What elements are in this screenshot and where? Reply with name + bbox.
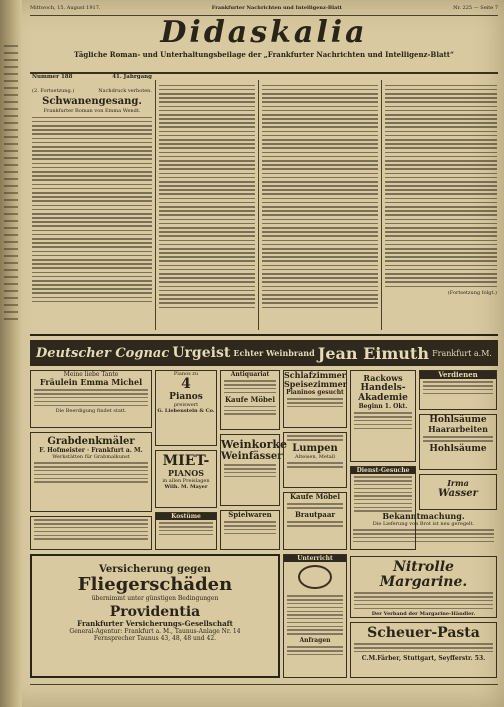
ad-grabdenkmaeler <box>30 432 152 512</box>
column-2 <box>159 82 255 327</box>
ad-hohlsaum-w1: Hohlsäume <box>429 415 487 425</box>
ad-miet-pianos <box>155 450 217 508</box>
bottom-rule <box>30 684 498 685</box>
banner-city: Frankfurt a.M. <box>432 348 492 358</box>
ad-irma-wasser <box>419 474 497 510</box>
column-1 <box>32 82 152 327</box>
ad-grab-body: Werkstätten für Grabmalkunst <box>52 454 130 460</box>
ad-fliegerschaeden <box>30 554 280 678</box>
ad-margarine-verband: Der Verband der Margarine-Händler. <box>371 611 476 618</box>
ad-anfrage-head: Anfragen <box>299 636 331 644</box>
column-4 <box>385 82 497 327</box>
ad-rackows-w3: Akademie <box>358 393 408 403</box>
ad-flieger-addr: General-Agentur: Frankfurt a. M., Taunus-Anlage Nr. 14 <box>69 628 241 635</box>
ad-rackows <box>350 370 416 462</box>
ad-antiquariat <box>220 370 280 430</box>
ad-irma-w2: Wasser <box>438 488 478 499</box>
ad-spielwaren <box>220 510 280 550</box>
ad-weinkorke <box>220 434 288 506</box>
ad-miet-sub: in allen Preislagen <box>162 478 210 484</box>
ad-unterricht-head: Unterricht <box>284 555 346 562</box>
story-dept-right: Nachdruck verboten. <box>98 88 152 94</box>
ad-pianos-word: Pianos <box>169 392 203 402</box>
ad-small-notice <box>30 516 152 550</box>
banner-eimuth: Jean Eimuth <box>317 343 429 363</box>
ad-kaufe-head: Kaufe Möbel <box>289 492 341 501</box>
ad-bekannt-head: Bekanntmachung. <box>382 511 465 521</box>
ad-bekannt-body: Die Lieferung von Brot ist neu geregelt. <box>372 521 475 527</box>
ad-bekanntmachung <box>350 512 497 552</box>
ad-rackows-w2: Handels- <box>360 383 406 393</box>
ad-hohlsaum-w3: Hohlsäume <box>429 443 487 454</box>
ad-miet-word2: PIANOS <box>167 468 205 478</box>
cognac-banner-ad <box>30 340 498 366</box>
banner-cognac: Deutscher Cognac <box>36 345 170 361</box>
ad-michel-head: Meine liebe Tante <box>63 371 119 378</box>
ad-michel-body: Die Beerdigung findet statt. <box>55 408 127 415</box>
column-3-text <box>262 85 378 309</box>
story-title: Schwanengesang. <box>42 96 142 107</box>
banner-weinbrand: Echter Weinbrand <box>233 348 315 358</box>
ad-kaufe-brautpaar <box>283 492 347 550</box>
ad-schlafzimmer <box>283 370 347 428</box>
ad-flieger-firm: Providentia <box>109 604 201 620</box>
column-rule <box>258 80 259 330</box>
ad-mobel-head: Kaufe Möbel <box>224 394 276 404</box>
ad-hohlsaum-w2: Haararbeiten <box>428 424 488 434</box>
column-1-text <box>32 117 152 303</box>
ad-grab-head: Grabdenkmäler <box>47 436 135 447</box>
ad-flieger-phone: Fernsprecher Taunus 43, 48, 48 und 42. <box>93 635 217 642</box>
ad-grab-firm: F. Hofmeister · Frankfurt a. M. <box>39 447 143 454</box>
ad-pasta-head: Scheuer-Pasta <box>367 625 480 641</box>
ad-lumpen <box>283 432 347 488</box>
ad-spielwaren-head: Spielwaren <box>228 510 272 519</box>
ad-pianos-num: 4 <box>181 376 191 392</box>
ad-michel-name: Fräulein Emma Michel <box>39 377 143 387</box>
masthead-title: Didaskalia <box>160 15 368 50</box>
ad-schlaf-w1: Schlafzimmer <box>284 370 346 380</box>
column-rule <box>155 80 156 330</box>
ad-flieger-title: Fliegerschäden <box>77 574 233 595</box>
ad-margarine-head: Nitrolle Margarine. <box>379 559 468 590</box>
column-3 <box>262 82 378 327</box>
ad-pianos-head: Pianos zu <box>173 371 199 377</box>
issue-year: 41. Jahrgang <box>112 74 152 80</box>
ad-miet-word: MIET- <box>162 453 210 469</box>
ad-unterricht <box>283 554 347 678</box>
ad-kostueme <box>155 512 217 550</box>
column-2-text <box>159 85 255 309</box>
ad-flieger-firm2: Frankfurter Versicherungs-Gesellschaft <box>77 619 233 628</box>
ad-michel <box>30 370 152 428</box>
ad-miet-firm: Wilh. M. Mayer <box>164 484 208 490</box>
issue-number: Nummer 188 <box>32 74 73 80</box>
ad-scheuer-pasta <box>350 622 497 678</box>
running-head-page: Nr. 225 — Seite 7 <box>453 5 498 11</box>
running-head-paper: Frankfurter Nachrichten und Intelligenz-Blatt <box>211 5 342 11</box>
ad-schlaf-w3: Pianinos gesucht <box>286 389 344 396</box>
ad-lumpen-w2: Alteisen, Metall <box>295 453 335 460</box>
ad-lumpen-w1: Lumpen <box>292 442 338 454</box>
wreath-icon <box>298 565 332 589</box>
ad-antiquar-head: Antiquariat <box>230 371 270 378</box>
banner-urgeist: Urgeist <box>172 345 231 361</box>
story-byline: Frankfurter Roman von Emma Wendt. <box>43 108 141 114</box>
ad-flieger-head: Versicherung gegen <box>99 564 211 575</box>
issue-line <box>32 74 152 80</box>
ad-weinkorke-w2: Weinfässer <box>221 451 283 462</box>
ad-verdienen <box>419 370 497 410</box>
ad-flieger-sub: übernimmt unter günstigen Bedingungen <box>91 595 219 602</box>
ad-kostuem-head: Kostüme <box>156 513 216 520</box>
ad-pianos-sub: preiswert <box>173 402 199 408</box>
column-rule <box>381 80 382 330</box>
ad-pianos <box>155 370 217 446</box>
ad-dienst-head: Dienst-Gesuche <box>351 467 415 474</box>
ad-pasta-firm: C.M.Färber, Stuttgart, Seyfferstr. 53. <box>361 654 486 662</box>
ad-weinkorke-w1: Weinkorke <box>221 438 288 451</box>
ad-irma-w1: Irma <box>447 478 469 488</box>
masthead <box>30 16 498 74</box>
ad-pianos-firm: G. Liebenstein & Co. <box>157 408 215 414</box>
ad-hohlsaum <box>419 414 497 470</box>
ad-rackows-w4: Beginn 1. Okt. <box>358 403 408 410</box>
column-4-text <box>385 85 497 288</box>
ad-brautpaar-head: Brautpaar <box>294 509 336 519</box>
story-dept-left: (2. Fortsetzung.) <box>32 88 75 94</box>
ads-divider <box>30 334 498 336</box>
ad-margarine <box>350 556 497 618</box>
masthead-subtitle: Tägliche Roman- und Unterhaltungsbeilage der „Frankfurter Nachrichten und Intelligenz-Blatt“ <box>73 50 455 59</box>
left-page-fragment <box>4 40 18 660</box>
ad-schlaf-w2: Speisezimmer <box>284 379 347 389</box>
running-head-date: Mittwoch, 15. August 1917. <box>30 5 101 11</box>
story-dept <box>32 88 152 94</box>
continued-note: (Fortsetzung folgt.) <box>447 289 497 296</box>
ad-rackows-w1: Rackows <box>363 373 403 383</box>
ad-verdienen-head: Verdienen <box>420 371 496 379</box>
